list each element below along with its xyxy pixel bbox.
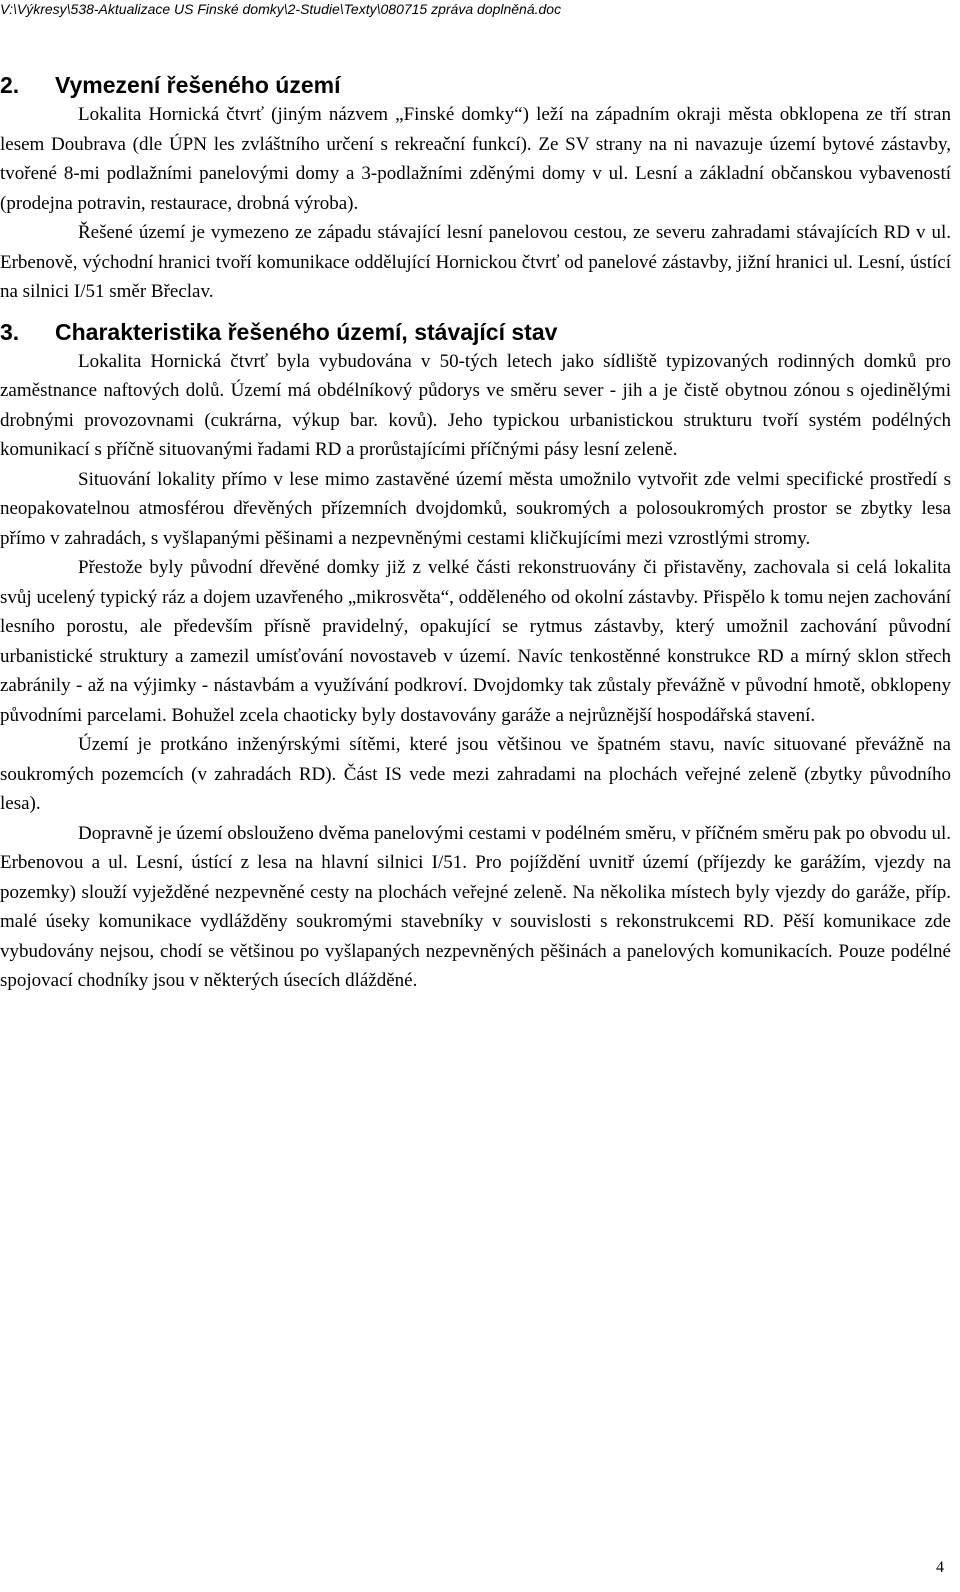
section-title: Charakteristika řešeného území, stávající stav (55, 318, 558, 345)
paragraph: Území je protkáno inženýrskými sítěmi, které jsou většinou ve špatném stavu, navíc situované převážně na soukromých pozemcích (v zahradách RD). Část IS vede mezi zahradami na plochách veřejné zeleně (zbytky původního lesa). (0, 734, 951, 814)
section-title: Vymezení řešeného území (55, 72, 341, 98)
document-file-path: V:\Výkresy\538-Aktualizace US Finské domky\2-Studie\Texty\080715 zpráva doplněná.doc (0, 1, 562, 17)
paragraph: Dopravně je území obslouženo dvěma panelovými cestami v podélném směru, v příčném směru pak po obvodu ul. Erbenovou a ul. Lesní, ústící z lesa na hlavní silnici I/51. Pro pojíždění uvnitř území (příjezdy ke garážím, vjezdy na pozemky) slouží vyježděné nezpevněné cesty na plochách veřejné zeleně. Na několika místech byly vjezdy do garáže, příp. malé úseky komunikace vydlážděny soukromými stavebníky v souvislosti s rekonstrukcemi RD. Pěší komunikace zde vybudovány nejsou, chodí se většinou po vyšlapaných nezpevněných pěšinách a panelových komunikacích. Pouze podélné spojovací chodníky jsou v některých úsecích dlážděné. (0, 822, 951, 991)
document-body (0, 70, 951, 996)
paragraph: Situování lokality přímo v lese mimo zastavěné území města umožnilo vytvořit zde velmi specifické prostředí s neopakovatelnou atmosférou dřevěných přízemních dvojdomků, soukromých a polosoukromých prostor se zbytky lesa přímo v zahradách, s vyšlapanými pěšinami a nezpevněnými cestami kličkujícími mezi vzrostlými stromy. (0, 468, 951, 549)
paragraph: Přestože byly původní dřevěné domky již z velké části rekonstruovány či přistavěny, zachovala si celá lokalita svůj ucelený typický ráz a dojem uzavřeného „mikrosvěta“, odděleného od okolní zástavby. Přispělo k tomu nejen zachování lesního porostu, ale především přísně pravidelný, opakující se rytmus zástavby, který umožnil zachování původní urbanistické struktury a zamezil umísťování novostaveb v území. Navíc tenkostěnné konstrukce RD a mírný sklon střech zabránily - až na výjimky - nástavbám a využívání podkroví. Dvojdomky tak zůstaly převážně v původní hmotě, obklopeny původními parcelami. Bohužel zcela chaoticky byly dostavovány garáže a nejrůznější hospodářská stavení. (0, 557, 951, 726)
section-number: 2. (0, 72, 20, 98)
section-vymezeni (0, 70, 951, 307)
section-charakteristika (0, 317, 951, 996)
paragraph: Lokalita Hornická čtvrť byla vybudována v 50-tých letech jako sídliště typizovaných rodinných domků pro zaměstnance naftových dolů. Území má obdélníkový půdorys ve směru sever - jih a je čistě obytnou zónou s ojedinělými drobnými provozovnami (cukrárna, výkup bar. kovů). Jeho typickou urbanistickou strukturu tvoří systém podélných komunikací s příčně situovanými řadami RD a prorůstajícími příčnými pásy lesní zeleně. (0, 350, 951, 460)
section-number: 3. (0, 318, 20, 345)
section-heading (0, 317, 951, 347)
paragraph: Řešené území je vymezeno ze západu stávající lesní panelovou cestou, ze severu zahradami stávajících RD v ul. Erbenově, východní hranici tvoří komunikace oddělující Hornickou čtvrť od panelové zástavby, jižní hranici ul. Lesní, ústící na silnici I/51 směr Břeclav. (0, 222, 951, 302)
section-heading (0, 70, 951, 100)
page-number: 4 (936, 1559, 944, 1576)
paragraph: Lokalita Hornická čtvrť (jiným názvem „Finské domky“) leží na západním okraji města obklopena ze tří stran lesem Doubrava (dle ÚPN les zvláštního určení s rekreační funkcí). Ze SV strany na ni navazuje území bytové zástavby, tvořené 8-mi podlažními panelovými domy a 3-podlažními zděnými domy v ul. Lesní a základní občanskou vybaveností (prodejna potravin, restaurace, drobná výroba). (0, 104, 951, 214)
